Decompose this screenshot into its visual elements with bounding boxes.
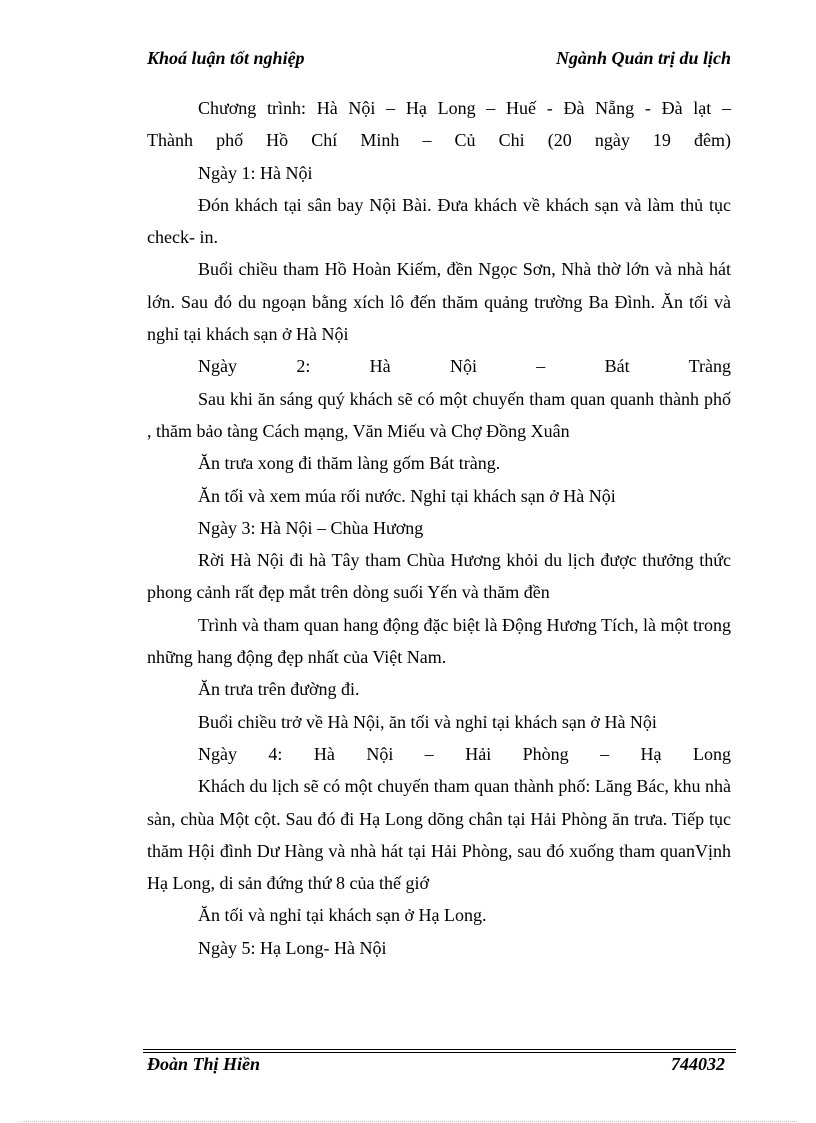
page-edge-divider <box>22 1121 797 1122</box>
day1-paragraph-2: Buổi chiều tham Hồ Hoàn Kiếm, đền Ngọc Sơn, Nhà thờ lớn và nhà hát lớn. Sau đó du ngoạn bằng xích lô đến thăm quảng trường Ba Đình. Ăn tối và nghỉ tại khách sạn ở Hà Nội <box>147 259 731 345</box>
day2-paragraph-1: Sau khi ăn sáng quý khách sẽ có một chuyến tham quan quanh thành phố , thăm bảo tàng Cách mạng, Văn Miếu và Chợ Đồng Xuân <box>147 388 731 441</box>
day2-paragraph-3: Ăn tối và xem múa rối nước. Nghỉ tại khách sạn ở Hà Nội <box>198 485 616 506</box>
program-title-line1: Chương trình: Hà Nội – Hạ Long – Huế - Đà Nẵng - Đà lạt – <box>198 98 731 118</box>
program-title-line2: Thành phố Hồ Chí Minh – Củ Chi (20 ngày 19 đêm) <box>147 130 731 151</box>
page-footer <box>147 1054 725 1078</box>
footer-student-id: 744032 <box>671 1054 725 1074</box>
day3-heading: Ngày 3: Hà Nội – Chùa Hương <box>198 517 424 538</box>
page-header <box>147 48 731 72</box>
day4-paragraph-2: Ăn tối và nghỉ tại khách sạn ở Hạ Long. <box>198 905 487 926</box>
day3-paragraph-2: Trình và tham quan hang động đặc biệt là Động Hương Tích, là một trong những hang động đẹp nhất của Việt Nam. <box>147 614 731 668</box>
day4-paragraph-1: Khách du lịch sẽ có một chuyến tham quan thành phố: Lăng Bác, khu nhà sàn, chùa Một cột. Sau đó đi Hạ Long dõng chân tại Hải Phòng ăn trưa. Tiếp tục thăm Hội đình Dư Hàng và nhà hát tại Hải Phòng, sau đó xuống tham quanVịnh Hạ Long, di sản đứng thứ 8 của thế giớ <box>147 776 731 894</box>
day3-paragraph-1: Rời Hà Nội đi hà Tây tham Chùa Hương khỏi du lịch được thưởng thức phong cảnh rất đẹp mắt trên dòng suối Yến và thăm đền <box>147 550 731 603</box>
day1-heading: Ngày 1: Hà Nội <box>198 162 313 183</box>
document-body <box>147 92 731 964</box>
footer-rule-top <box>143 1049 736 1050</box>
header-thesis-title: Khoá luận tốt nghiệp <box>147 48 305 68</box>
day2-heading: Ngày 2: Hà Nội – Bát Tràng <box>198 356 731 377</box>
header-major: Ngành Quản trị du lịch <box>555 48 731 68</box>
day3-paragraph-4: Buổi chiều trở về Hà Nội, ăn tối và nghỉ tại khách sạn ở Hà Nội <box>198 711 657 732</box>
footer-rule-bottom <box>143 1052 736 1053</box>
day1-paragraph-1: Đón khách tại sân bay Nội Bài. Đưa khách về khách sạn và làm thủ tục check- in. <box>147 194 731 248</box>
day4-heading: Ngày 4: Hà Nội – Hải Phòng – Hạ Long <box>198 743 731 764</box>
day2-paragraph-2: Ăn trưa xong đi thăm làng gốm Bát tràng. <box>198 453 501 474</box>
day3-paragraph-3: Ăn trưa trên đường đi. <box>198 679 360 700</box>
footer-author: Đoàn Thị Hiền <box>147 1054 261 1074</box>
day5-heading: Ngày 5: Hạ Long- Hà Nội <box>198 937 387 958</box>
